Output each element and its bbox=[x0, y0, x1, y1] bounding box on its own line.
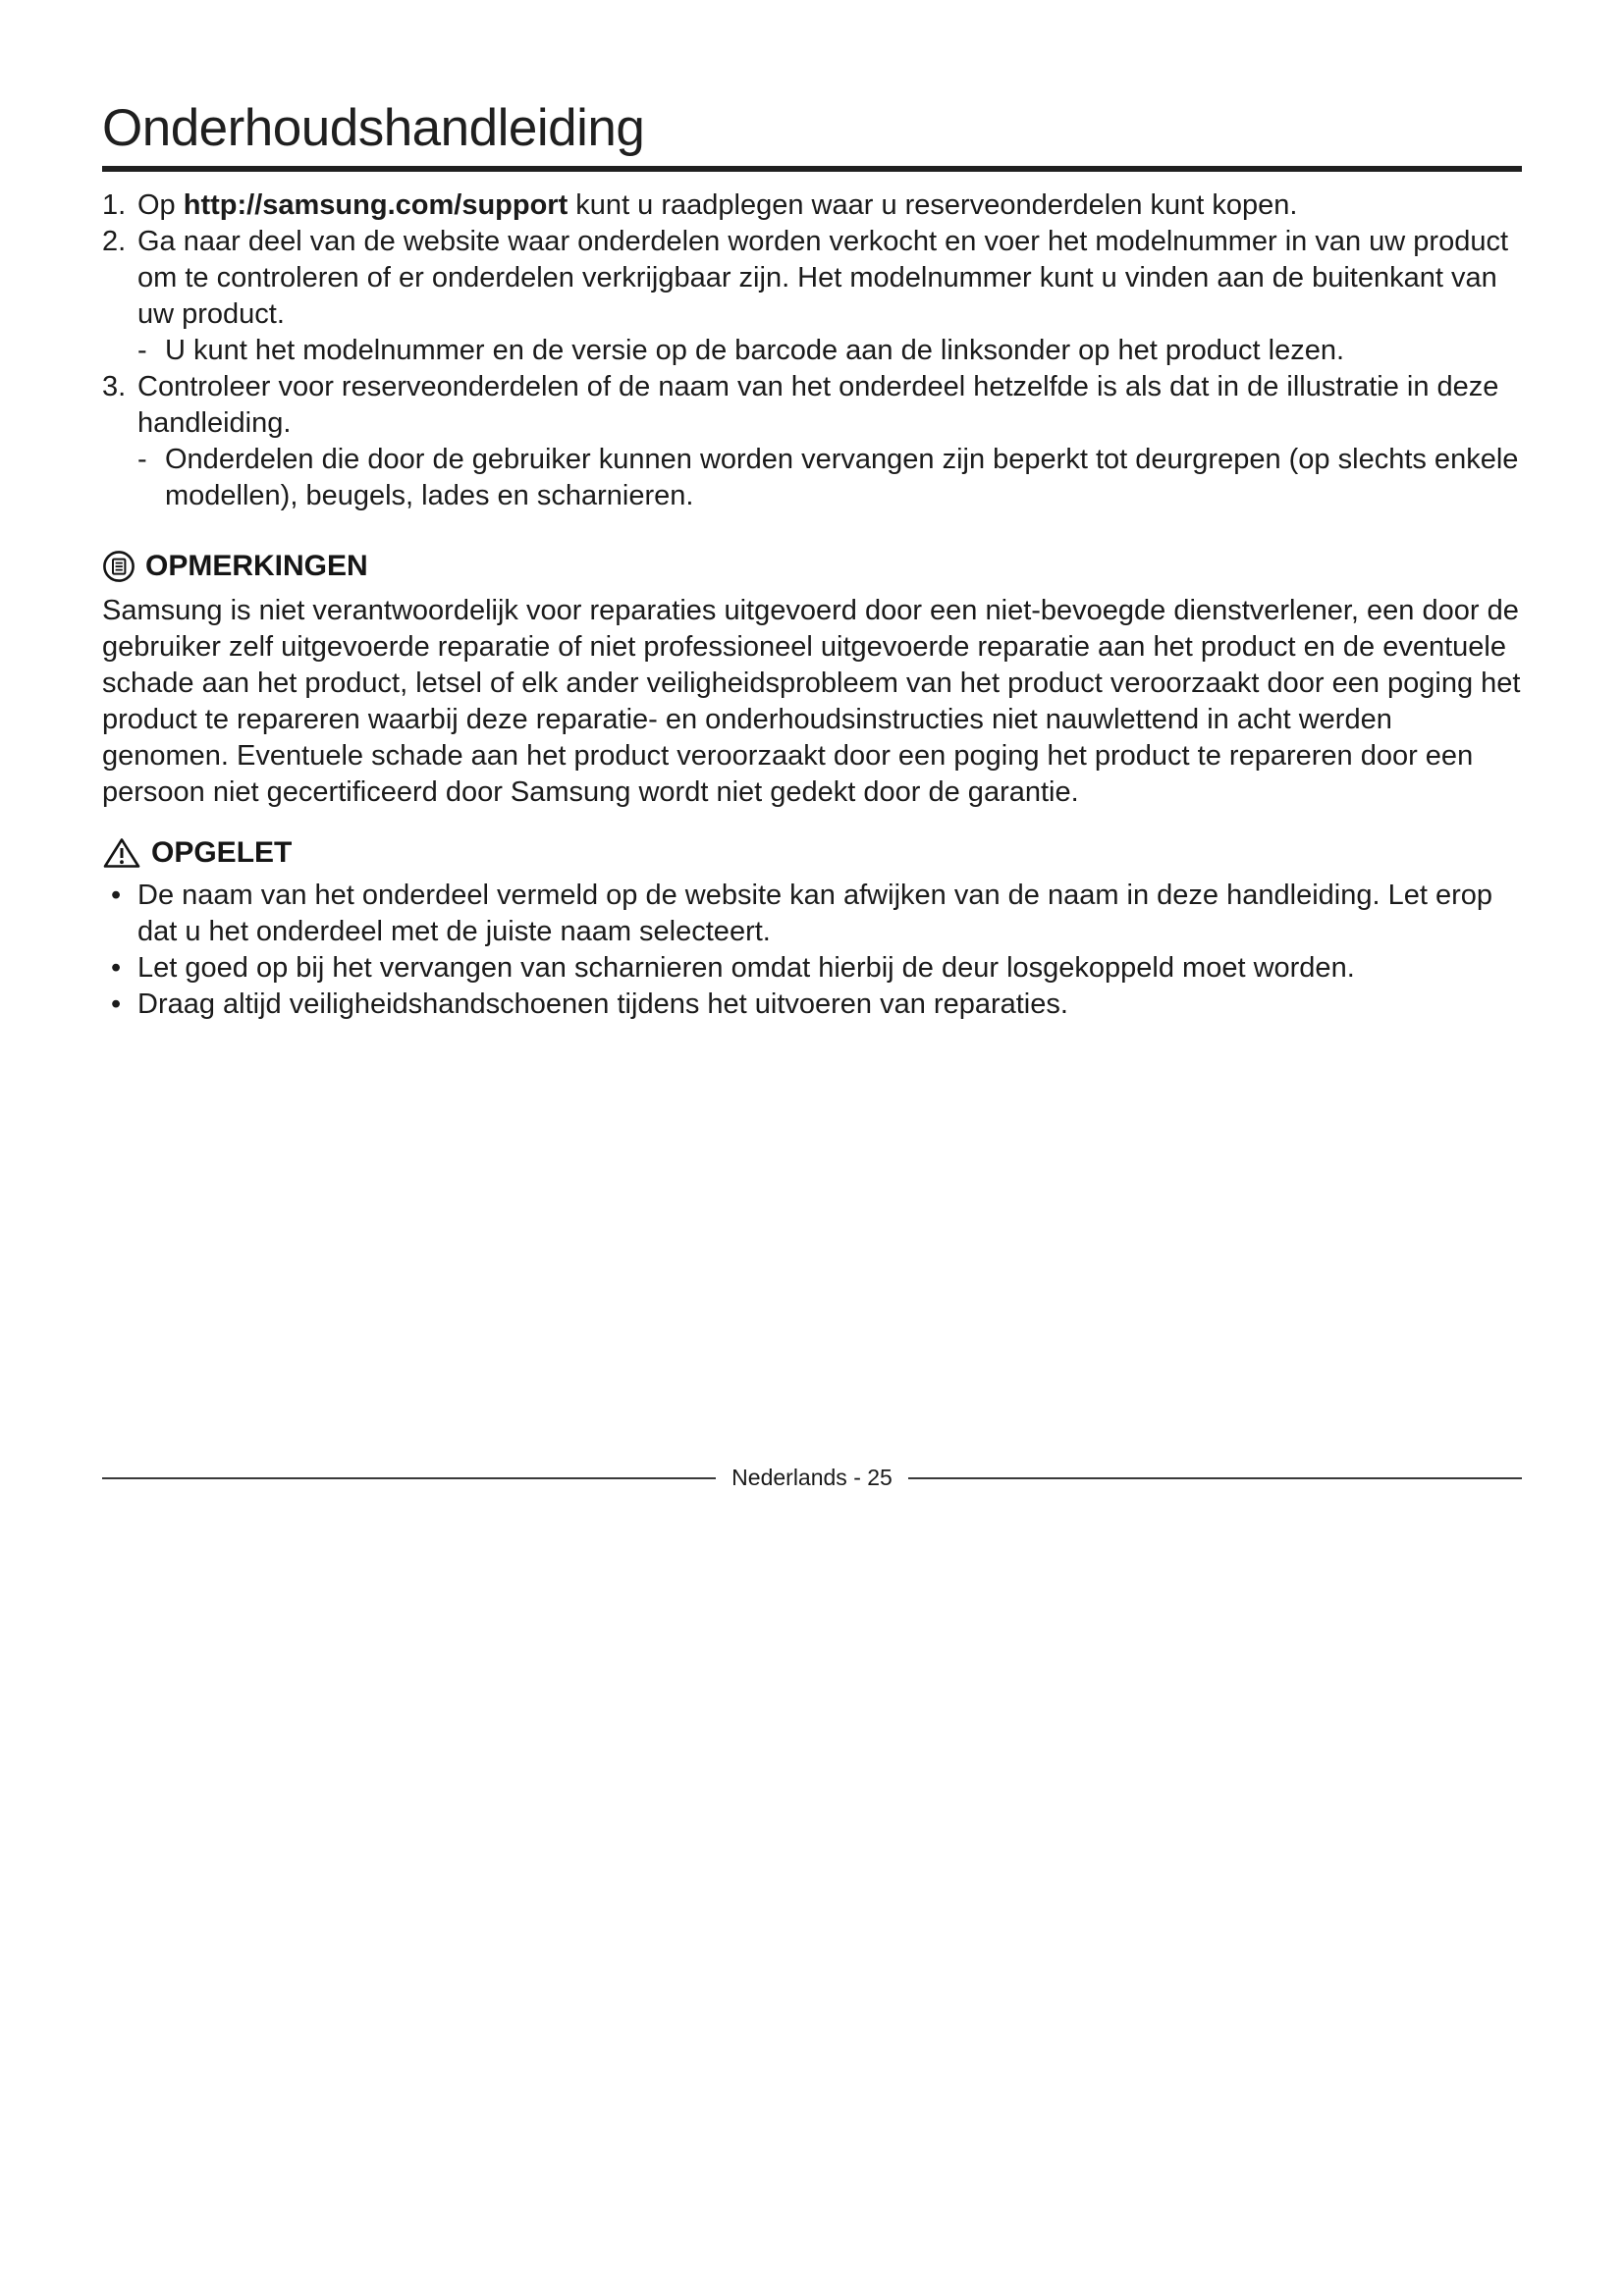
warning-icon bbox=[102, 836, 141, 870]
notes-heading-label: OPMERKINGEN bbox=[145, 550, 368, 582]
bullet-text: Draag altijd veiligheidshandschoenen tijdens het uitvoeren van reparaties. bbox=[137, 988, 1068, 1020]
title-underline bbox=[102, 166, 1522, 172]
bullet-marker: • bbox=[111, 952, 122, 984]
page-title: Onderhoudshandleiding bbox=[102, 99, 645, 157]
step-item-3 bbox=[102, 369, 1522, 442]
steps-list bbox=[102, 187, 1522, 514]
support-url: http://samsung.com/support bbox=[183, 189, 568, 221]
footer-line-right bbox=[908, 1477, 1522, 1479]
note-icon bbox=[102, 550, 135, 583]
sub-item-text: Onderdelen die door de gebruiker kunnen worden vervangen zijn beperkt tot deurgrepen (op slechts enkele modellen), beugels, lades en scharnieren. bbox=[165, 444, 1519, 511]
page-footer bbox=[102, 1465, 1522, 1491]
step-text bbox=[137, 187, 1522, 224]
step-item-1 bbox=[102, 187, 1522, 224]
dash-marker: - bbox=[137, 335, 147, 366]
dash-marker: - bbox=[137, 444, 147, 475]
caution-bullet-list bbox=[102, 878, 1522, 1023]
notes-body: Samsung is niet verantwoordelijk voor reparaties uitgevoerd door een niet-bevoegde dienstverlener, een door de gebruiker zelf uitgevoerde reparatie of niet professioneel uitgevoerde reparatie aan het product en de eventuele schade aan het product, letsel of elk ander veiligheidsprobleem van het product veroorzaakt door een poging het product te repareren waarbij deze reparatie- en onderhoudsinstructies niet nauwlettend in acht werden genomen. Eventuele schade aan het product veroorzaakt door een poging het product te repareren door een persoon niet gecertificeerd door Samsung wordt niet gedekt door de garantie. bbox=[102, 595, 1521, 808]
step-number: 3. bbox=[102, 371, 127, 402]
bullet-item bbox=[102, 878, 1522, 950]
step-text-post: kunt u raadplegen waar u reserveonderdelen kunt kopen. bbox=[568, 189, 1298, 221]
caution-heading-row bbox=[102, 836, 1522, 870]
step-text-pre: Op bbox=[137, 189, 184, 221]
bullet-marker: • bbox=[111, 880, 122, 911]
bullet-text: Let goed op bij het vervangen van scharnieren omdat hierbij de deur losgekoppeld moet worden. bbox=[137, 952, 1355, 984]
step-text: Ga naar deel van de website waar onderdelen worden verkocht en voer het modelnummer in van uw product om te controleren of er onderdelen verkrijgbaar zijn. Het modelnummer kunt u vinden aan de buitenkant van uw product. bbox=[137, 226, 1509, 330]
step-text: Controleer voor reserveonderdelen of de naam van het onderdeel hetzelfde is als dat in de illustratie in deze handleiding. bbox=[137, 371, 1499, 439]
page-number-label: Nederlands - 25 bbox=[731, 1465, 893, 1490]
caution-heading-label: OPGELET bbox=[151, 836, 293, 869]
bullet-text: De naam van het onderdeel vermeld op de website kan afwijken van de naam in deze handleiding. Let erop dat u het onderdeel met de juiste naam selecteert. bbox=[137, 880, 1493, 947]
sub-item-text: U kunt het modelnummer en de versie op de barcode aan de linksonder op het product lezen. bbox=[165, 335, 1345, 366]
notes-heading-row bbox=[102, 550, 1522, 583]
bullet-item bbox=[102, 950, 1522, 987]
step-number: 1. bbox=[102, 189, 127, 221]
bullet-marker: • bbox=[111, 988, 122, 1020]
step-number: 2. bbox=[102, 226, 127, 257]
step-sub-item bbox=[102, 442, 1522, 514]
step-item-2 bbox=[102, 224, 1522, 333]
bullet-item bbox=[102, 987, 1522, 1023]
step-sub-item bbox=[102, 333, 1522, 369]
footer-line-left bbox=[102, 1477, 716, 1479]
